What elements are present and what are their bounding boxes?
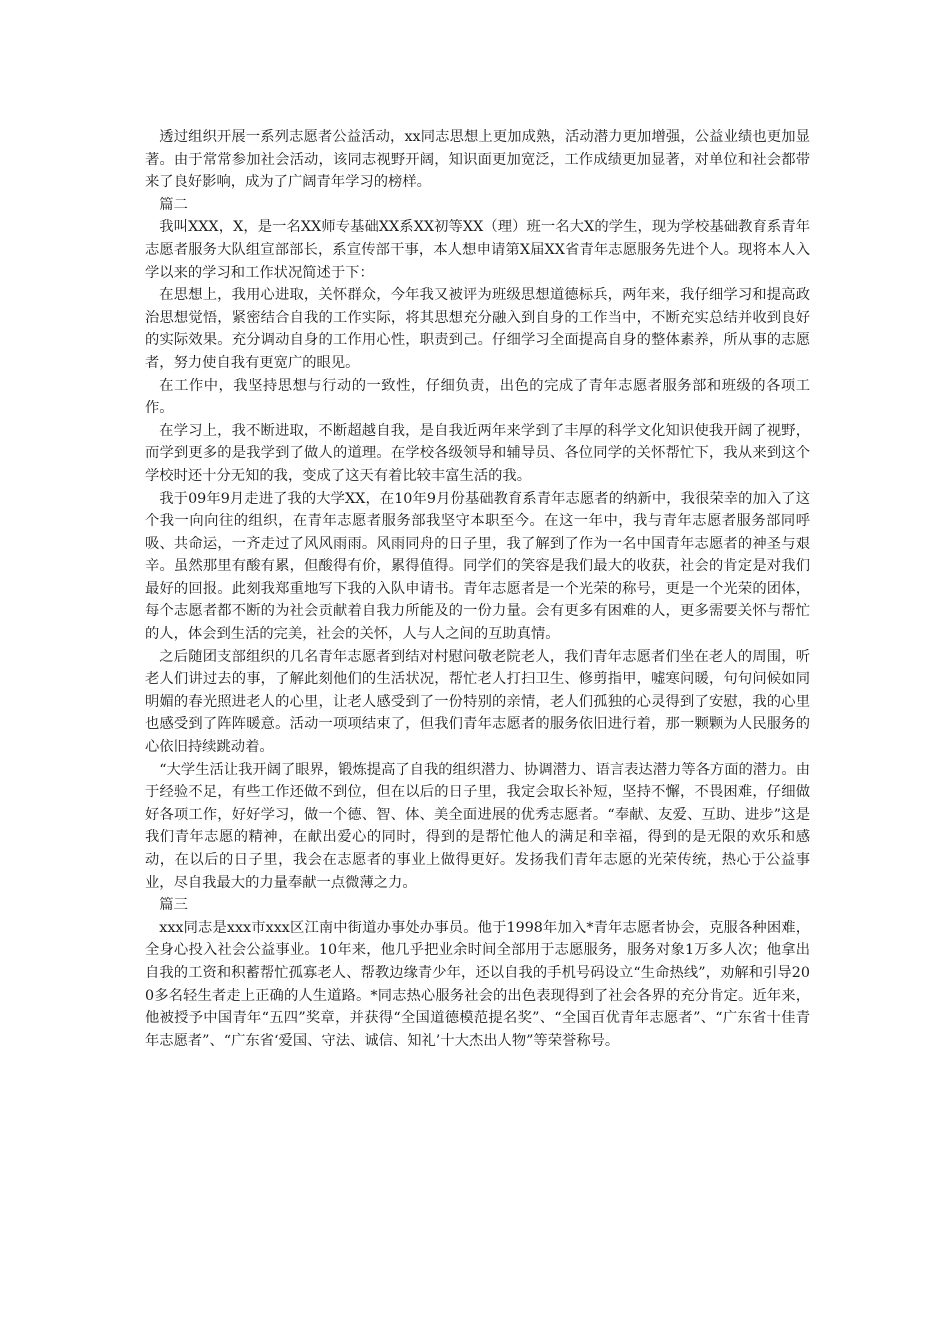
section-heading-2: 篇二 — [159, 196, 188, 213]
paragraph-profile: xxx同志是xxx市xxx区江南中街道办事处办事员。他于1998年加入*青年志愿者协会，克服各种困难，全身心投入社会公益事业。10年来，他几乎把业余时间全部用于志愿服务，服务对象1万多人次；他拿出自我的工资和积蓄帮忙孤寡老人、帮教边缘青少年，还以自我的手机号码设立“生命热线”，劝解和引导200多名轻生者走上正确的人生道路。*同志热心服务社会的出色表现得到了社会各界的充分肯定。近年来，他被授予中国青年“五四”奖章，并获得“全国道德模范提名奖”、“全国百优青年志愿者”、“广东省十佳青年志愿者”、“广东省‘爱国、守法、诚信、知礼’十大杰出人物”等荣誉称号。 — [145, 919, 810, 1049]
document-body — [145, 126, 810, 1052]
paragraph-elderly-visit: 之后随团支部组织的几名青年志愿者到结对村慰问敬老院老人，我们青年志愿者们坐在老人的周围，听老人们讲过去的事，了解此刻他们的生活状况，帮忙老人打扫卫生、修剪指甲，嘘寒问暖，句句问候如同明媚的春光照进老人的心里，让老人感受到了一份特别的亲情，老人们孤独的心灵得到了安慰，我的心里也感受到了阵阵暖意。活动一项项结束了，但我们青年志愿者的服务依旧进行着，那一颗颗为人民服务的心依旧持续跳动着。 — [145, 648, 810, 756]
paragraph-intro: 我叫XXX，X，是一名XX师专基础XX系XX初等XX（理）班一名大X的学生，现为学校基础教育系青年志愿者服务大队组宣部部长，系宣传部干事，本人想申请第X届XX省青年志愿服务先进个人。现将本人入学以来的学习和工作状况简述于下： — [145, 219, 810, 281]
paragraph-college-life: “大学生活让我开阔了眼界，锻炼提高了自我的组织潜力、协调潜力、语言表达潜力等各方面的潜力。由于经验不足，有些工作还做不到位，但在以后的日子里，我定会取长补短，坚持不懈，不畏困难，仔细做好各项工作，好好学习，做一个德、智、体、美全面进展的优秀志愿者。“奉献、友爱、互助、进步”这是我们青年志愿的精神，在献出爱心的同时，得到的是帮忙他人的满足和幸福，得到的是无限的欢乐和感动，在以后的日子里，我会在志愿者的事业上做得更好。发扬我们青年志愿的光荣传统，热心于公益事业，尽自我最大的力量奉献一点微薄之力。 — [145, 761, 810, 891]
section-heading-3: 篇三 — [159, 897, 188, 914]
paragraph-work: 在工作中，我坚持思想与行动的一致性，仔细负责，出色的完成了青年志愿者服务部和班级的各项工作。 — [145, 377, 810, 417]
paragraph-1: 透过组织开展一系列志愿者公益活动，xx同志思想上更加成熟，活动潜力更加增强，公益业绩也更加显著。由于常常参加社会活动，该同志视野开阔，知识面更加宽泛，工作成绩更加显著，对单位和社会都带来了良好影响，成为了广阔青年学习的榜样。 — [145, 129, 810, 191]
paragraph-thought: 在思想上，我用心进取，关怀群众，今年我又被评为班级思想道德标兵，两年来，我仔细学习和提高政治思想觉悟，紧密结合自我的工作实际，将其思想充分融入到自身的工作当中，不断充实总结并收到良好的实际效果。充分调动自身的工作用心性，职责到己。仔细学习全面提高自身的整体素养，所从事的志愿者，努力使自我有更宽广的眼见。 — [145, 287, 810, 371]
paragraph-university: 我于09年9月走进了我的大学XX，在10年9月份基础教育系青年志愿者的纳新中，我很荣幸的加入了这个我一向向往的组织，在青年志愿者服务部我坚守本职至今。在这一年中，我与青年志愿者服务部同呼吸、共命运，一齐走过了风风雨雨。风雨同舟的日子里，我了解到了作为一名中国青年志愿者的神圣与艰辛。虽然那里有酸有累，但酸得有价，累得值得。同学们的笑容是我们最大的收获，社会的肯定是对我们最好的回报。此刻我郑重地写下我的入队申请书。青年志愿者是一个光荣的称号，更是一个光荣的团体，每个志愿者都不断的为社会贡献着自我力所能及的一份力量。会有更多有困难的人，更多需要关怀与帮忙的人，体会到生活的完美，社会的关怀，人与人之间的互助真情。 — [145, 490, 810, 643]
paragraph-study: 在学习上，我不断进取，不断超越自我，是自我近两年来学到了丰厚的科学文化知识使我开阔了视野，而学到更多的是我学到了做人的道理。在学校各级领导和辅导员、各位同学的关怀帮忙下，我从来到这个学校时还十分无知的我，变成了这天有着比较丰富生活的我。 — [145, 422, 810, 484]
